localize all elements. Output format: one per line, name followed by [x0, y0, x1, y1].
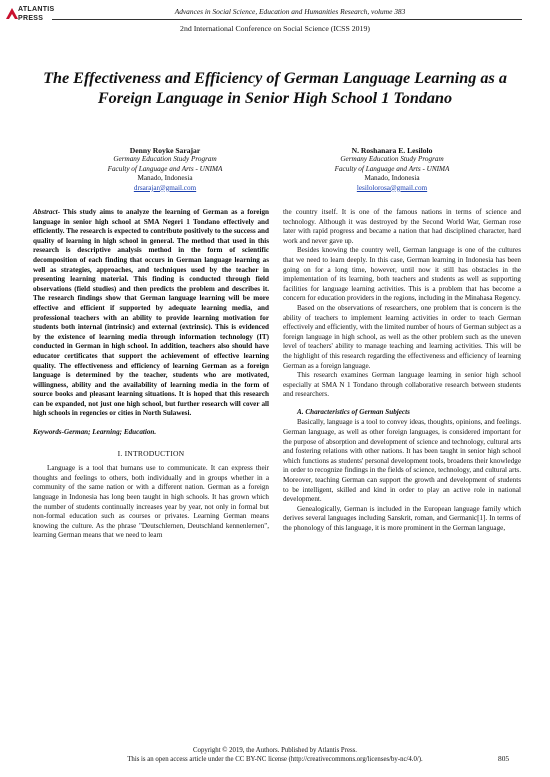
conference-name: 2nd International Conference on Social Science (ICSS 2019) — [180, 24, 370, 33]
left-column — [33, 208, 269, 541]
author-name: N. Roshanara E. Lesilolo — [351, 146, 433, 155]
abstract-label: Abstract- — [33, 208, 60, 216]
author-location: Manado, Indonesia — [137, 174, 193, 183]
logo-mark-inner — [9, 14, 15, 19]
abstract-text: This study aims to analyze the learning of German as a foreign language in senior high school at SMA Negeri 1 Tondano effectively and efficiently. The research is expected to contribute positively to the success and quality of learning in high school in general. The method that used in this research is descriptive analysis method in the form of scientific decomposition of each finding that occurs in German language learning as well as strategies, approaches, and techniques used by the teacher in presenting learning material. This finding is conducted through field observations (field studies) and then predicts the problem and describes it. The research findings show that German language learning will be more effective and efficient if supported by adequate learning media, and professional teachers with an ability to provide learning motivation for students both internal (intrinsic) and external (extrinsic). This is evidenced by the existence of learning media through information technology (IT) conducted in German in high school. In addition, teachers also should have educator certificates that support the achievement of effective learning quality. The effectiveness and efficiency of learning German as a foreign language is determined by the teacher, students who are motivated, willingness, ability and the availability of learning media in the form of source books and pleasant learning situations. It is hoped that this research can be expanded, not just one high school, but further research will cover all high schools in regencies or cities in North Sulawesi. — [33, 208, 269, 418]
paragraph: the country itself. It is one of the famous nations in terms of science and technology. Although it was destroyed by the Second World War, German rose later with rapid progress and became a nation that had disciplined character, hard work and never gave up. — [283, 208, 521, 245]
keywords: Keywords-German; Learning; Education. — [33, 428, 157, 437]
author-faculty: Faculty of Language and Arts - UNIMA — [107, 164, 223, 173]
author-block-1 — [55, 146, 275, 193]
author-program: Germany Education Study Program — [340, 155, 444, 164]
paragraph: Basically, language is a tool to convey ideas, thoughts, opinions, and feelings. German language, as well as other foreign languages, is considered important for the purpose of absorption and development of science and technology, cultural arts and fostering relations with other nations. It has been taught in senior high school which functions as students' personal development tools, broadens their knowledge in order to recognize findings in the fields of science, technology, and cultural arts. Moreover, teaching German can support the growth and development of students to be intelligent, skilled and kind in order to play an active role in national development. — [283, 418, 521, 504]
page-number: 805 — [498, 754, 510, 763]
paragraph: Based on the observations of researchers, one problem that is concern is the ability of teachers to implement learning activities in order to teach German effectively and efficiently, with the limited number of hours of German subject as a foreign language in high school, as well as the other problem such as the uneven level of teachers' ability to manage teaching and learning activities. This will be the highlight of this research regarding the effectiveness and efficiency of learning German as a foreign language. — [283, 303, 522, 370]
section-heading-introduction: I. INTRODUCTION — [117, 448, 185, 458]
paragraph: Language is a tool that humans use to communicate. It can express their thoughts and feelings to others, both individually and in groups whether in a community of the same nation or with a different nation. German as a foreign language in Indonesia has long been taught in high schools. It has grown which the number of students continually increases year by year, not only in formal but non-formal education such as courses or privates. Learning German means knowing the culture. As the phrase "Deutschlernen, Deutschland kennenlernen", learning German means that we need to learn — [33, 464, 269, 540]
publisher-logo — [6, 6, 55, 32]
abstract — [33, 208, 269, 419]
author-email-link[interactable]: drsarajar@gmail.com — [133, 183, 197, 192]
author-faculty: Faculty of Language and Arts - UNIMA — [334, 164, 450, 173]
author-location: Manado, Indonesia — [364, 174, 420, 183]
logo-text-line2: PRESS — [18, 15, 44, 22]
author-email-link[interactable]: lesilolorosa@gmail.com — [356, 183, 428, 192]
author-block-2 — [282, 146, 502, 193]
paper-title: The Effectiveness and Efficiency of German Language Learning as a Foreign Language in Senior High School 1 Tondano — [43, 69, 507, 107]
page-footer — [60, 746, 490, 764]
logo-text-line1: ATLANTIS — [18, 6, 55, 13]
header-divider — [52, 19, 522, 20]
journal-header: Advances in Social Science, Education and Humanities Research, volume 383 — [174, 7, 406, 16]
paragraph: Genealogically, German is included in the European language family which derives several languages including Sanskrit, roman, and Germanic[1]. In terms of the phonology of this language, it is more prominent in the German language, — [283, 504, 521, 532]
author-program: Germany Education Study Program — [113, 155, 217, 164]
author-name: Denny Royke Sarajar — [129, 146, 201, 155]
subsection-heading: A. Characteristics of German Subjects — [297, 407, 410, 416]
copyright-line: Copyright © 2019, the Authors. Published by Atlantis Press. — [193, 747, 357, 754]
paragraph: Besides knowing the country well, German language is one of the cultures that we need to learn deeply. In this case, German learning in Indonesia has been going on for a long time, however, until now it still has obstacles in the implementation of its learning, both teachers and students as well as supporting facilities for language learning activities. This is a problem that has become a concern for education providers in the regions, including in the Minahasa Regency. — [283, 246, 521, 303]
license-line[interactable]: This is an open access article under the CC BY-NC license (http://creativecommons.org/licenses/by-nc/4.0/). — [127, 756, 423, 763]
right-column — [283, 208, 521, 534]
paragraph: This research examines German language learning in senior high school especially at SMA N 1 Tondano through collaborative research between students and researchers. — [283, 371, 521, 399]
